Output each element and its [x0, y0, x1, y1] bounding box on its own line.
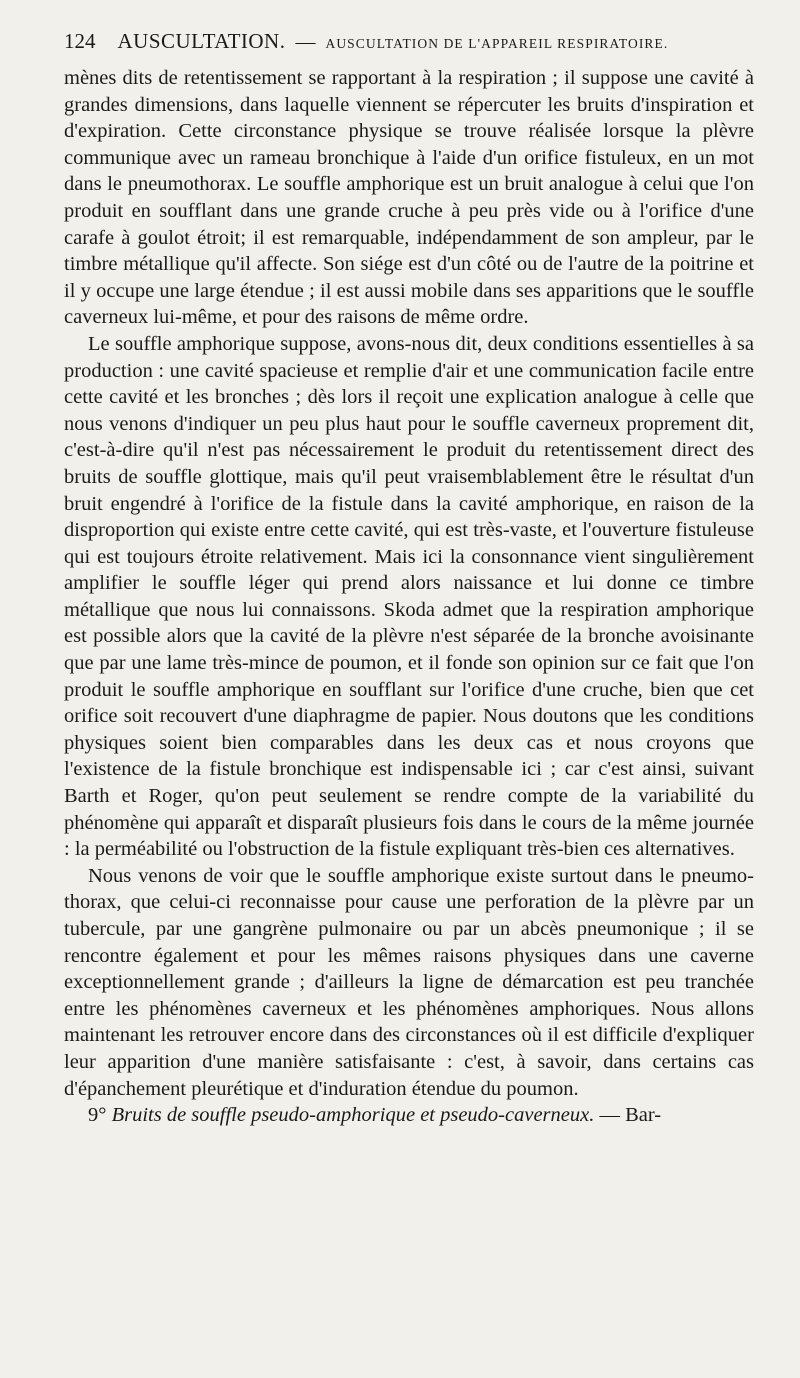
body-text [64, 65, 754, 1129]
paragraph-1: mènes dits de retentissement se rapportant à la respiration ; il suppose une cavité à grandes dimensions, dans laquelle viennent se répercuter les bruits d'inspiration et d'expiration. Cette circonstance physique se trouve réalisée lorsque la plèvre communique avec un rameau bronchique à l'aide d'un orifice fistuleux, en un mot dans le pneumothorax. Le souffle amphorique est un bruit analogue à celui que l'on produit en soufflant dans une grande cruche à peu près vide ou à l'orifice d'une carafe à goulot étroit; il est remarquable, indépendamment de son ampleur, par le timbre métallique qu'il affecte. Son siége est d'un côté ou de l'autre de la poitrine et il y occupe une large étendue ; il est aussi mobile dans ses apparitions que le souffle caverneux lui-même, et pour des raisons de même ordre. [64, 67, 754, 329]
running-title: AUSCULTATION. [117, 29, 286, 53]
header-separator: — [295, 31, 316, 53]
subsection-number: 9° [88, 1104, 107, 1127]
paragraph-2: Le souffle amphorique suppose, avons-nous dit, deux conditions essentielles à sa production : une cavité spacieuse et remplie d'air et une communication facile entre cette cavité et les bronches ; dès lors il reçoit une explication analogue à celle que nous venons d'indiquer un peu plus haut pour le souffle caverneux proprement dit, c'est-à-dire qu'il n'est pas nécessairement le produit du retentissement direct des bruits de souffle glottique, mais qu'il peut vraisemblablement être le résultat d'un bruit engendré à l'orifice de la fistule dans la cavité amphorique, en raison de la disproportion qui existe entre cette cavité, qui est très-vaste, et l'ouverture fistuleuse qui est toujours étroite relativement. Mais ici la consonnance vient singulièrement amplifier le souffle léger qui prend alors naissance et lui donne ce timbre métallique que nous lui connaissons. Skoda admet que la respiration amphorique est possible alors que la cavité de la plèvre n'est séparée de la bronche avoisinante que par une lame très-mince de poumon, et il fonde son opinion sur ce fait que l'on produit le souffle amphorique en soufflant sur l'orifice d'une cruche, bien que cet orifice soit recouvert d'une diaphragme de papier. Nous doutons que les conditions physiques soient bien comparables dans les deux cas et nous croyons que l'existence de la fistule bronchique est indispensable ici ; car c'est ainsi, suivant Barth et Roger, qu'on peut seulement se rendre compte de la variabilité du phénomène qui apparaît et disparaît plusieurs fois dans le cours de la même journée : la perméabilité ou l'obstruction de la fistule expliquant très-bien ces alternatives. [64, 332, 754, 861]
page-number: 124 [64, 29, 96, 53]
paragraph-4 [64, 1102, 754, 1129]
paragraph-3: Nous venons de voir que le souffle amphorique existe surtout dans le pneumo-thorax, que celui-ci reconnaisse pour cause une perforation de la plèvre par un tubercule, par une gangrène pulmonaire ou par un abcès pneumonique ; il se rencontre également et pour les mêmes raisons physiques dans une caverne exceptionnellement grande ; d'ailleurs la ligne de démarcation est peu tranchée entre les phénomènes caverneux et les phénomènes amphoriques. Nous allons maintenant les retrouver encore dans des circonstances où il est difficile d'expliquer leur apparition d'une manière satisfaisante : c'est, à savoir, dans certains cas d'épanchement pleurétique et d'induration étendue du poumon. [64, 864, 754, 1100]
page-header [64, 26, 754, 59]
subsection-text: — Bar- [599, 1104, 662, 1127]
subsection-heading: Bruits de souffle pseudo-amphorique et pseudo-caverneux. [111, 1104, 595, 1127]
section-title: AUSCULTATION DE L'APPAREIL RESPIRATOIRE. [325, 36, 669, 51]
